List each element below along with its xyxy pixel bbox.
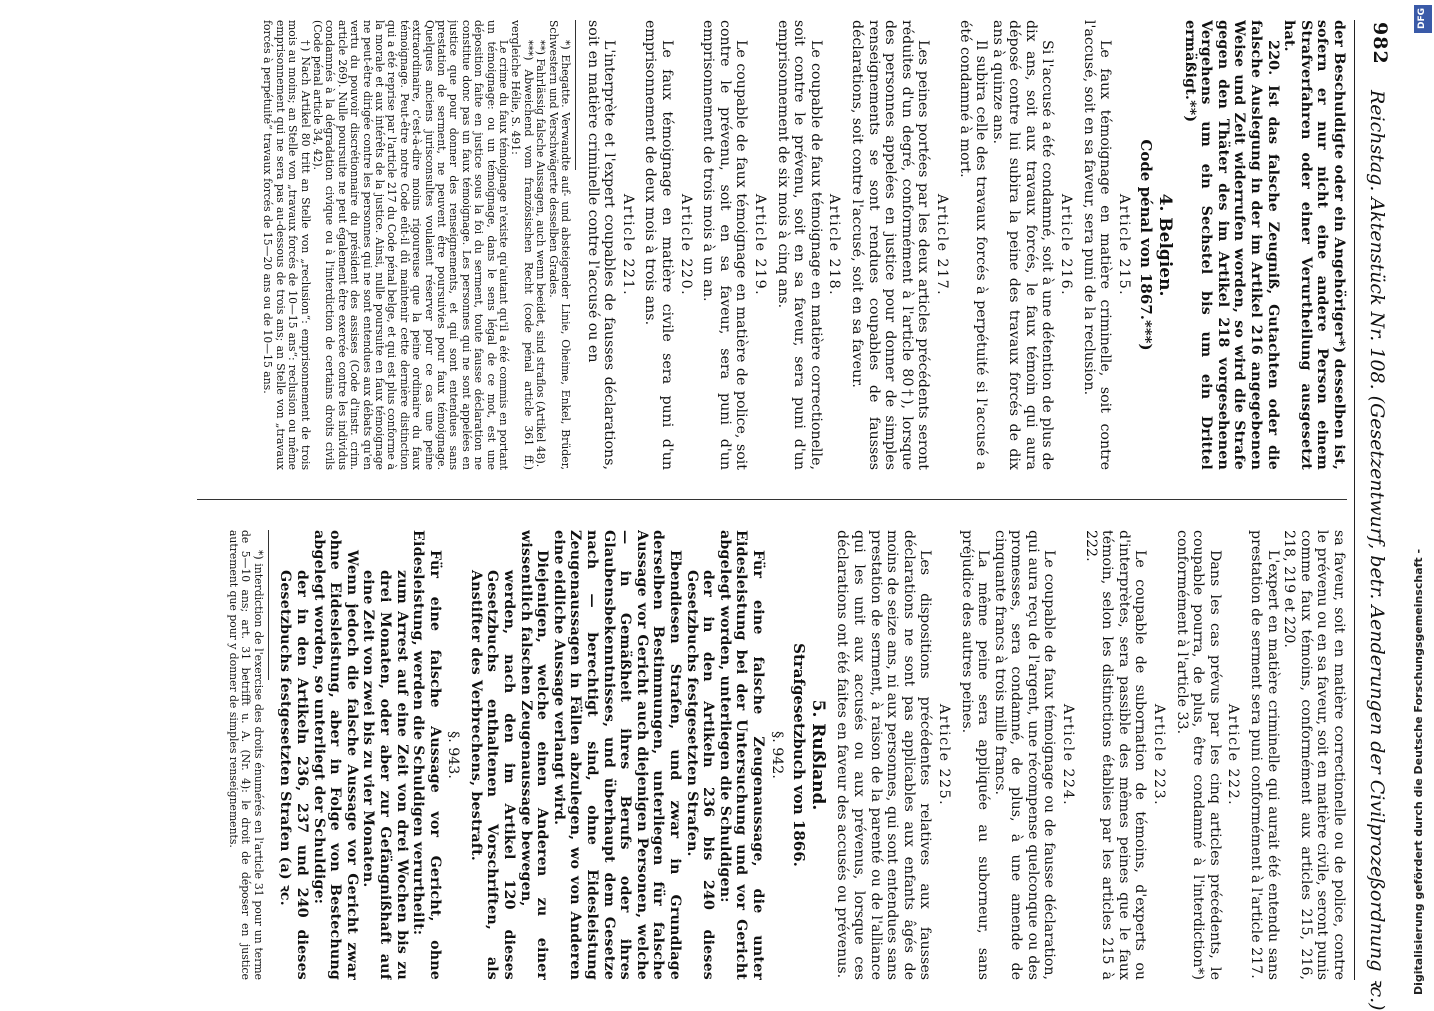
paragraph: Le coupable de subornation de témoins, d'experts ou d'interprètes, sera passible des mêmes peines que le faux témoin, selon les distinctions établies par les articles 215 à 222. bbox=[1082, 530, 1149, 980]
digitization-credit: Digitalisierung gefördert durch die Deutsche Forschungsgemeinschaft - bbox=[1412, 548, 1425, 995]
paragraph: Diejenigen, welche einen Anderen zu einer wissentlich falschen Zeugenaussage bewegen, bbox=[517, 530, 551, 980]
article-heading: Article 220. bbox=[677, 193, 694, 297]
section-subtitle: Code pénal von 1867.***) bbox=[1137, 139, 1156, 351]
paragraph: Für eine falsche Aussage vor Gericht, ohne Eidesleistung, werden die Schuldigen verurtheilt: bbox=[410, 530, 443, 980]
paragraph: La même peine sera appliquée au suborneur, sans préjudice des autres peines. bbox=[958, 530, 992, 980]
paragraph: Si l'accusé a été condamné, soit à une détention de plus de dix ans, soit aux travaux forcés, le faux témoin qui aura déposé contre lui subira la peine des travaux forcés de dix ans à quinze ans. bbox=[989, 20, 1056, 470]
article-heading: Article 221. bbox=[619, 193, 636, 297]
footnote-rule bbox=[575, 20, 576, 170]
article-heading: Article 217. bbox=[933, 193, 950, 297]
paragraph: 220. Ist das falsche Zeugniß, Gutachten oder die falsche Auslegung in der im Artikel 216 angegebenen Weise und Zeit widerrufen worden, so wird die Strafe gegen den Thäter des im Artikel 218 vorgesehenen Vergehens um ein Sechstel bis um ein Drittel ermäßigt.**) bbox=[1181, 20, 1281, 470]
paragraph: der in den Artikeln 236 bis 240 dieses Gesetzbuchs festgesetzten Strafen. bbox=[683, 570, 717, 980]
paragraph: der Beschuldigte oder ein Angehöriger*) desselben ist, sofern er nur nicht eine andere Person einem Strafverfahren oder einer Verurtheilung ausgesetzt hat. bbox=[1281, 20, 1347, 470]
footnote: **) Fahrlässig falsche Aussagen, auch wenn beeidet, sind straflos (Artikel 48). bbox=[534, 40, 548, 468]
paragraph: Il subira celle des travaux forcés à perpétuité si l'accusé a été condamné à mort. bbox=[956, 20, 990, 470]
paragraph: Le faux témoignage en matière civile sera puni d'un emprisonnement de deux mois à trois ans. bbox=[642, 20, 676, 470]
article-heading: Article 223. bbox=[1151, 703, 1168, 807]
article-heading: Article 216. bbox=[1058, 193, 1075, 297]
footnote: †) Nach Artikel 80 tritt an Stelle von „reclusion“: emprisonnement de trois mois au moins; an Stelle von „travaux forcés de 10—15 ans“: reclusion ou même emprisonnement qui ne sera pas au-dessous de trois ans; an Stelle von „travaux forcés à perpétuité“ travaux forcés de 15—20 ans ou de 10—15 ans. bbox=[261, 20, 312, 470]
article-heading: Article 225. bbox=[935, 703, 952, 807]
paragraph: L'expert en matière criminelle qui aurait été entendu sans prestation de serment sera puni conformément à l'article 217. bbox=[1248, 530, 1281, 980]
paragraph: Le coupable de faux témoignage ou de fausse déclaration, qui aura reçu de l'argent, une récompense quelconque ou des promesses, sera condamné, de plus, à une amende de cinquante francs à trois mille francs. bbox=[991, 530, 1058, 980]
article-heading: Article 224. bbox=[1060, 703, 1077, 807]
dfg-logo-text: DFG bbox=[1417, 7, 1427, 29]
paragraph: Le coupable de faux témoignage en matière de police, soit contre le prévenu, soit en sa faveur, sera puni d'un emprisonnement de trois mois à un an. bbox=[700, 20, 750, 470]
paragraph: Wenn jedoch die falsche Aussage vor Gericht zwar ohne Eidesleistung, aber in Folge von Bestechung abgelegt worden, so unterliegt der Schuldige: bbox=[310, 530, 360, 980]
paragraph: Le coupable de faux témoignage en matière correctionelle, soit contre le prévenu, soit en sa faveur, sera puni d'un emprisonnement de six mois à cinq ans. bbox=[774, 20, 824, 470]
paragraph: Dans les cas prévus par les cinq articles précédents, le coupable pourra, de plus, être condamné à l'interdiction*) conformément à l'article 33. bbox=[1173, 530, 1223, 980]
column-divider bbox=[197, 499, 1347, 500]
paragraph-heading: §. 943. bbox=[445, 731, 462, 779]
paragraph: zum Arrest auf eine Zeit von drei Wochen bis zu drei Monaten, oder aber zur Gefängnißhaft auf eine Zeit von zwei bis zu vier Monaten. bbox=[360, 570, 410, 980]
paragraph: Le faux témoignage en matière criminelle, soit contre l'accusé, soit en sa faveur, sera puni de la reclusion. bbox=[1080, 20, 1114, 470]
paragraph: sa faveur, soit en matière correctionelle ou de police, contre le prévenu ou en sa faveur, soit en matière civile, seront punis comme faux témoins, conformément aux articles 215, 216, 218, 219 et 220. bbox=[1281, 530, 1347, 980]
dfg-logo bbox=[1414, 5, 1432, 33]
page-header bbox=[1357, 20, 1393, 1011]
paragraph: Ebendiesen Strafen, und zwar in Grundlage derselben Bestimmungen, unterliegen für falsche Aussage vor Gericht auch diejenigen Personen, welche — in Gemäßheit ihres Berufs oder ihres Glaubensbekenntnisses, und überhaupt dem Gesetze nach — berechtigt sind, ohne Eidesleistung Zeugenaussagen in Fällen abzulegen, wo von Anderen eine eidliche Aussage verlangt wird. bbox=[550, 530, 684, 980]
page-number: 982 bbox=[1369, 22, 1391, 65]
header-rule bbox=[1354, 20, 1355, 980]
section-heading: 4. Belgien. bbox=[1155, 193, 1176, 297]
paragraph: Für eine falsche Zeugenaussage, die unter Eidesleistung bei der Untersuchung und vor Gericht abgelegt worden, unterliegen die Schuldigen: bbox=[716, 530, 766, 980]
footnote: *) interdiction de l'exercise des droits énumérés en l'article 31 pour un terme de 5—10 ans; art. 31 betrifft u. A. (Nr. 4): le droit de déposer en justice autrement que pour y donner de simples renseignements. bbox=[226, 530, 265, 980]
running-head: Reichstag. Aktenstück Nr. 108. (Gesetzentwurf, betr. Aenderungen der Civilprozeßordnung ꝛc.) bbox=[1366, 90, 1388, 1011]
paragraph: L'interprète et l'expert coupables de fausses déclarations, soit en matière criminelle contre l'accusé ou en bbox=[584, 20, 618, 470]
footnote: *) Ehegatte. Verwandte auf- und absteigender Linie, Oheime, Enkel, Brüder, Schwestern und Verschwägerte desselben Grades. bbox=[546, 20, 573, 470]
paragraph-heading: §. 942. bbox=[768, 731, 785, 779]
section-heading: 5. Rußland. bbox=[807, 699, 828, 811]
section-subtitle: Strafgesetzbuch von 1866. bbox=[790, 643, 809, 867]
left-column bbox=[57, 20, 1347, 470]
footnote: Le crime du faux témoignage n'existe qu'autant qu'il a été commis en portant un témoignage: ou un témoignage, dans le sens légal de ce mot, est une déposition faite en justice sous la foi du serment, toute fausse déclaration ne constitue donc pas un faux témoignage. Les personnes qui ne sont appelées en justice que pour donner des renseignements, et qui sont entendues sans prestation de serment, ne peuvent être poursuivies pour faux témoignage. Quelques anciens jurisconsultes voulaient réserver pour ce cas une peine extraordinaire, c'est-à-dire moins rigoureuse que la peine ordinaire du faux témoignage. Peut-être notre Code eût-il dû maintenir cette dernière distinction qui a été reprise par l'article 217 du Code pénal belge, et qui est plus conforme à la morale et aux intérêts de la justice. Ainsi, nulle poursuite en faux témoignage ne peut-être dirigée contre les personnes qui ne sont entendues aux débats qu'en vertu du pouvoir discrétionnaire du président des assises (Code d'instr. crim. article 269). Nulle poursuite ne peut également être exercée contre les individus condamnés à la dégradation civique ou à l'interdiction de certains droits civils (Code pénal article 34, 42). bbox=[310, 20, 511, 470]
article-heading: Article 219. bbox=[752, 193, 768, 297]
paragraph: werden, nach den im Artikel 120 dieses Gesetzbuchs enthaltenen Vorschriften, als Anstifter des Verbrechens, bestraft. bbox=[467, 570, 518, 980]
document-page bbox=[37, 20, 1397, 1011]
paragraph: der in den Artikeln 236, 237 und 240 dieses Gesetzbuchs festgesetzten Strafen (a) ꝛc. bbox=[277, 570, 310, 980]
article-heading: Article 222. bbox=[1225, 703, 1242, 807]
article-heading: Article 218. bbox=[826, 193, 843, 297]
paragraph: Les peines portées par les deux articles précédents seront réduites d'un degré, conformément à l'article 80†), lorsque des personnes appelées en justice pour donner de simples renseignements se sont rendues coupables de fausses déclarations, soit contre l'accusé, soit en sa faveur. bbox=[848, 20, 932, 470]
paragraph: Les dispositions précédentes relatives aux fausses déclarations ne sont pas applicables aux enfants âgés de moins de seize ans, ni aux personnes, qui sont entendues sans prestation de serment, à raison de la parenté ou de l'alliance qui les unit aux accusés ou aux prévenus, lorsque ces déclarations ont été faites en faveur des accusés ou prévenus. bbox=[834, 530, 934, 980]
footnote-rule bbox=[268, 530, 269, 680]
right-column bbox=[57, 530, 1347, 980]
article-heading: Article 215. bbox=[1115, 193, 1132, 297]
footnote: ***) Abweichend vom französischen Recht (code pénal article 361 ff.) vergleiche Hélie, S. 491: bbox=[509, 20, 535, 470]
